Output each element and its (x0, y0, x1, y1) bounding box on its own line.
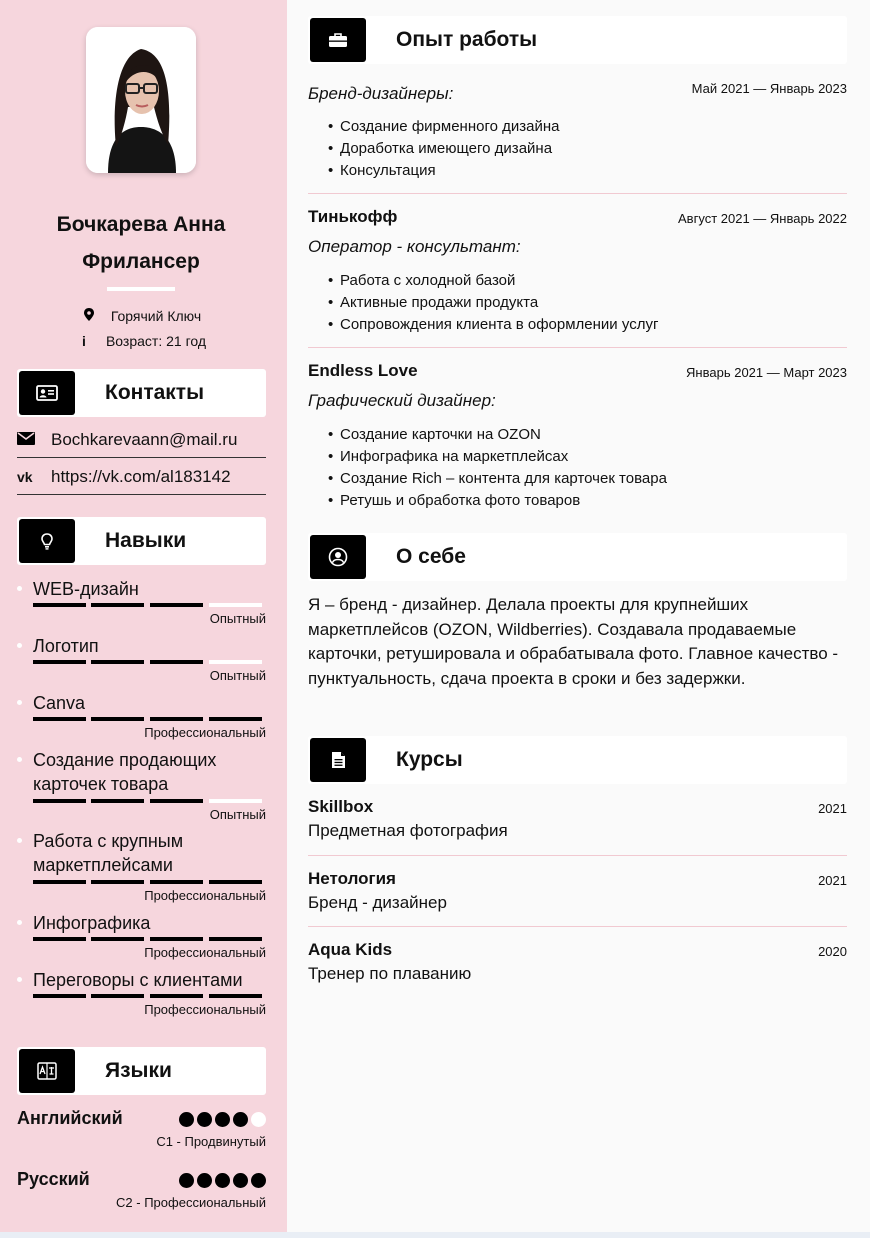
skill-level-text: Профессиональный (144, 945, 266, 960)
list-item: • Консультация (328, 160, 559, 182)
age-row (0, 333, 282, 349)
skill-bar-segment (33, 937, 86, 941)
job-2-role: Оператор - консультант: (308, 237, 521, 256)
skill-bar-segment (33, 603, 86, 607)
bullet-dot (17, 838, 22, 843)
list-item: • Создание карточки на OZON (328, 424, 667, 446)
course-1-year: 2021 (818, 801, 847, 816)
skill-bar-segment (91, 603, 144, 607)
skill-bar-segment (209, 937, 262, 941)
courses-title: Курсы (396, 748, 463, 771)
skill-level-bars (33, 880, 262, 884)
skill-bar-segment (91, 717, 144, 721)
job-3-role: Графический дизайнер: (308, 391, 496, 410)
skills-title: Навыки (105, 529, 187, 552)
skill-bar-segment (150, 799, 203, 803)
bullet-dot (17, 977, 22, 982)
age-text: Возраст: 21 год (105, 333, 207, 349)
about-text: Я – бренд - дизайнер. Делала проекты для крупнейших маркетплейсов (OZON, Wildberries). Создавала продаваемые карточки, ретушировала и обрабатывала фото. Главное качество - пунктуальность, сдача проекта в сроки и без задержки. (308, 595, 839, 688)
skill-level-bars (33, 937, 262, 941)
divider (308, 347, 847, 348)
translate-icon (19, 1049, 75, 1093)
skill-level-bars (33, 603, 262, 607)
experience-header (308, 16, 847, 64)
level-dot (233, 1173, 248, 1188)
skill-level-bars (33, 994, 262, 998)
lightbulb-icon (19, 519, 75, 563)
skill-bar-segment (33, 994, 86, 998)
skill-bar-segment (33, 717, 86, 721)
language-name: Русский (17, 1169, 90, 1189)
vk-icon: vk (17, 469, 33, 485)
list-item: • Инфографика на маркетплейсах (328, 446, 667, 468)
location-row (0, 308, 282, 324)
course-2-year: 2021 (818, 873, 847, 888)
contacts-header (17, 369, 266, 417)
skill-level-bars (33, 799, 262, 803)
skill-bar-segment (33, 660, 86, 664)
language-level-text: C2 - Профессиональный (116, 1195, 266, 1210)
skill-bar-segment (150, 717, 203, 721)
map-pin-icon (81, 308, 97, 324)
skill-bar-segment (33, 799, 86, 803)
list-item: • Сопровождения клиента в оформлении услуг (328, 314, 658, 336)
languages-header (17, 1047, 266, 1095)
skill-name: Переговоры с клиентами (33, 970, 243, 990)
language-name: Английский (17, 1108, 123, 1128)
info-icon: i (82, 333, 86, 349)
divider (308, 193, 847, 194)
divider (308, 855, 847, 856)
bottom-strip (0, 1232, 870, 1238)
skill-bar-segment (91, 880, 144, 884)
course-2-name: Нетология (308, 869, 396, 888)
job-1-date: Май 2021 — Январь 2023 (691, 81, 847, 96)
job-3-date: Январь 2021 — Март 2023 (686, 365, 847, 380)
level-dot (197, 1112, 212, 1127)
skill-name: Canva (33, 693, 86, 713)
language-level-dots (176, 1173, 266, 1193)
skill-bar-segment (91, 660, 144, 664)
level-dot (179, 1173, 194, 1188)
email-text[interactable]: Bochkarevaann@mail.ru (51, 430, 238, 449)
skill-bar-segment (150, 880, 203, 884)
job-3-company: Endless Love (308, 361, 418, 380)
bullet-dot (17, 643, 22, 648)
user-circle-icon (310, 535, 366, 579)
skill-level-text: Профессиональный (144, 888, 266, 903)
job-2-date: Август 2021 — Январь 2022 (678, 211, 847, 226)
languages-title: Языки (105, 1059, 172, 1082)
skill-name: WEB-дизайн (33, 579, 139, 599)
skill-bar-segment (209, 799, 262, 803)
skill-name: Инфографика (33, 913, 151, 933)
skill-bar-segment (209, 660, 262, 664)
contact-vk[interactable] (17, 459, 266, 495)
skill-name: Создание продающих карточек товара (33, 750, 217, 794)
level-dot (215, 1112, 230, 1127)
list-item: • Ретушь и обработка фото товаров (328, 490, 667, 512)
skill-bar-segment (150, 994, 203, 998)
level-dot (251, 1112, 266, 1127)
skill-level-text: Опытный (209, 668, 266, 683)
divider (308, 926, 847, 927)
level-dot (179, 1112, 194, 1127)
document-icon (310, 738, 366, 782)
profile-photo (86, 27, 196, 173)
bullet-dot (17, 757, 22, 762)
skill-level-text: Опытный (209, 807, 266, 822)
bullet-dot (17, 700, 22, 705)
job-2-company: Тинькофф (308, 207, 398, 226)
skill-bar-segment (150, 937, 203, 941)
skill-level-text: Опытный (209, 611, 266, 626)
vk-link-text[interactable]: https://vk.com/al183142 (51, 467, 231, 486)
job-2-tasks (328, 270, 658, 336)
briefcase-icon (310, 18, 366, 62)
skill-bar-segment (91, 937, 144, 941)
bullet-dot (17, 920, 22, 925)
course-3-desc: Тренер по плаванию (308, 964, 472, 983)
level-dot (251, 1173, 266, 1188)
skill-bar-segment (33, 880, 86, 884)
skill-level-bars (33, 660, 262, 664)
skill-bar-segment (209, 994, 262, 998)
job-3-tasks (328, 424, 667, 512)
skill-name: Логотип (33, 636, 99, 656)
level-dot (215, 1173, 230, 1188)
list-item: • Работа с холодной базой (328, 270, 658, 292)
level-dot (233, 1112, 248, 1127)
course-2-desc: Бренд - дизайнер (308, 893, 447, 912)
course-1-desc: Предметная фотография (308, 821, 508, 840)
location-text: Горячий Ключ (110, 308, 202, 324)
skill-level-text: Профессиональный (144, 725, 266, 740)
course-1-name: Skillbox (308, 797, 374, 816)
experience-title: Опыт работы (396, 28, 538, 51)
skill-bar-segment (91, 799, 144, 803)
list-item: • Создание фирменного дизайна (328, 116, 559, 138)
profile-title: Фрилансер (82, 250, 200, 273)
language-level-text: C1 - Продвинутый (156, 1134, 266, 1149)
bullet-dot (17, 586, 22, 591)
skill-name: Работа с крупным маркетплейсами (33, 831, 184, 875)
list-item: • Доработка имеющего дизайна (328, 138, 559, 160)
skill-bar-segment (91, 994, 144, 998)
job-1-tasks (328, 116, 559, 182)
about-title: О себе (396, 545, 466, 568)
contact-card-icon (19, 371, 75, 415)
skill-bar-segment (150, 660, 203, 664)
list-item: • Создание Rich – контента для карточек товара (328, 468, 667, 490)
skill-bar-segment (209, 880, 262, 884)
contacts-title: Контакты (105, 381, 205, 404)
level-dot (197, 1173, 212, 1188)
job-1-role: Бренд-дизайнеры: (308, 84, 454, 103)
language-level-dots (176, 1112, 266, 1132)
envelope-icon (17, 422, 39, 458)
skill-bar-segment (209, 603, 262, 607)
course-3-year: 2020 (818, 944, 847, 959)
contact-email[interactable] (17, 422, 266, 458)
skill-bar-segment (150, 603, 203, 607)
skill-level-text: Профессиональный (144, 1002, 266, 1017)
course-3-name: Aqua Kids (308, 940, 393, 959)
skill-bar-segment (209, 717, 262, 721)
about-header (308, 533, 847, 581)
skills-header (17, 517, 266, 565)
courses-header (308, 736, 847, 784)
list-item: • Активные продажи продукта (328, 292, 658, 314)
title-underline (107, 287, 175, 291)
skill-level-bars (33, 717, 262, 721)
profile-name: Бочкарева Анна (56, 213, 226, 236)
